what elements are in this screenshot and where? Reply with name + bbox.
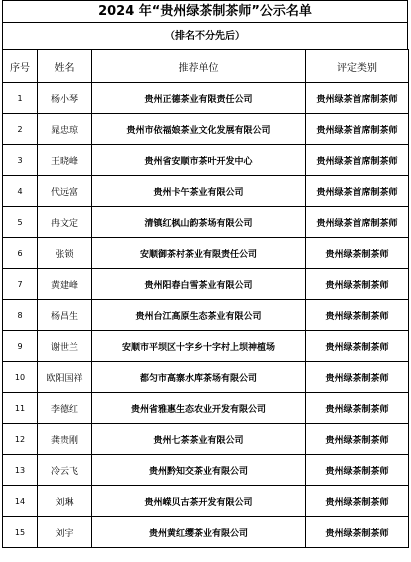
cell-unit: 都匀市高寨水库茶场有限公司 [92,362,306,393]
cell-name: 王晓峰 [38,145,92,176]
table-row [3,145,409,176]
table-row [3,176,409,207]
cell-no: 4 [3,176,38,207]
cell-unit: 贵州台江高原生态茶业有限公司 [92,300,306,331]
cell-category: 贵州绿茶制茶师 [306,331,409,362]
column-header-unit: 推荐单位 [92,50,306,83]
cell-name: 杨小琴 [38,83,92,114]
cell-category: 贵州绿茶首席制茶师 [306,114,409,145]
cell-no: 2 [3,114,38,145]
cell-unit: 贵州正德茶业有限责任公司 [92,83,306,114]
cell-no: 13 [3,455,38,486]
cell-no: 10 [3,362,38,393]
cell-category: 贵州绿茶首席制茶师 [306,83,409,114]
cell-unit: 贵州省雅惠生态农业开发有限公司 [92,393,306,424]
cell-no: 9 [3,331,38,362]
table-row [3,269,409,300]
cell-unit: 贵州省安顺市茶叶开发中心 [92,145,306,176]
table-row [3,238,409,269]
document-subtitle: （排名不分先后） [2,22,408,49]
cell-category: 贵州绿茶制茶师 [306,362,409,393]
table-row [3,393,409,424]
cell-name: 龚贵刚 [38,424,92,455]
table-row [3,300,409,331]
table-row [3,114,409,145]
table-row [3,331,409,362]
document-title: 2024 年“贵州绿茶制茶师”公示名单 [2,0,408,22]
table-row [3,517,409,548]
cell-name: 晁忠琼 [38,114,92,145]
cell-unit: 贵州嵘贝古茶开发有限公司 [92,486,306,517]
cell-unit: 贵州七茶茶业有限公司 [92,424,306,455]
column-header-no: 序号 [3,50,38,83]
cell-category: 贵州绿茶首席制茶师 [306,176,409,207]
table-row [3,486,409,517]
cell-category: 贵州绿茶制茶师 [306,393,409,424]
cell-unit: 贵州黄红缨茶业有限公司 [92,517,306,548]
cell-unit: 贵州市依福娘茶业文化发展有限公司 [92,114,306,145]
cell-no: 5 [3,207,38,238]
cell-name: 刘宇 [38,517,92,548]
cell-name: 谢世兰 [38,331,92,362]
cell-category: 贵州绿茶制茶师 [306,238,409,269]
document-sheet [2,0,408,548]
cell-category: 贵州绿茶首席制茶师 [306,207,409,238]
cell-category: 贵州绿茶制茶师 [306,424,409,455]
cell-category: 贵州绿茶制茶师 [306,300,409,331]
roster-table [2,49,409,548]
cell-unit: 安顺御茶村茶业有限责任公司 [92,238,306,269]
table-header-row [3,50,409,83]
cell-name: 代远富 [38,176,92,207]
cell-no: 7 [3,269,38,300]
cell-no: 1 [3,83,38,114]
cell-unit: 贵州阳春白雪茶业有限公司 [92,269,306,300]
cell-category: 贵州绿茶首席制茶师 [306,145,409,176]
table-row [3,424,409,455]
table-row [3,207,409,238]
cell-unit: 清镇红枫山韵茶场有限公司 [92,207,306,238]
cell-name: 张锁 [38,238,92,269]
cell-name: 冉文定 [38,207,92,238]
cell-no: 8 [3,300,38,331]
cell-name: 刘琳 [38,486,92,517]
cell-name: 杨昌生 [38,300,92,331]
cell-no: 14 [3,486,38,517]
cell-category: 贵州绿茶制茶师 [306,269,409,300]
table-row [3,362,409,393]
cell-name: 冷云飞 [38,455,92,486]
cell-unit: 安顺市平坝区十字乡十字村上坝神植场 [92,331,306,362]
column-header-category: 评定类别 [306,50,409,83]
table-row [3,83,409,114]
cell-no: 15 [3,517,38,548]
cell-category: 贵州绿茶制茶师 [306,517,409,548]
column-header-name: 姓名 [38,50,92,83]
cell-unit: 贵州黔知交茶业有限公司 [92,455,306,486]
cell-no: 12 [3,424,38,455]
cell-name: 黄建峰 [38,269,92,300]
table-row [3,455,409,486]
cell-name: 欧阳国祥 [38,362,92,393]
cell-category: 贵州绿茶制茶师 [306,486,409,517]
cell-no: 3 [3,145,38,176]
cell-unit: 贵州卡午茶业有限公司 [92,176,306,207]
table-body [3,83,409,548]
cell-name: 李德红 [38,393,92,424]
cell-no: 11 [3,393,38,424]
cell-no: 6 [3,238,38,269]
cell-category: 贵州绿茶制茶师 [306,455,409,486]
